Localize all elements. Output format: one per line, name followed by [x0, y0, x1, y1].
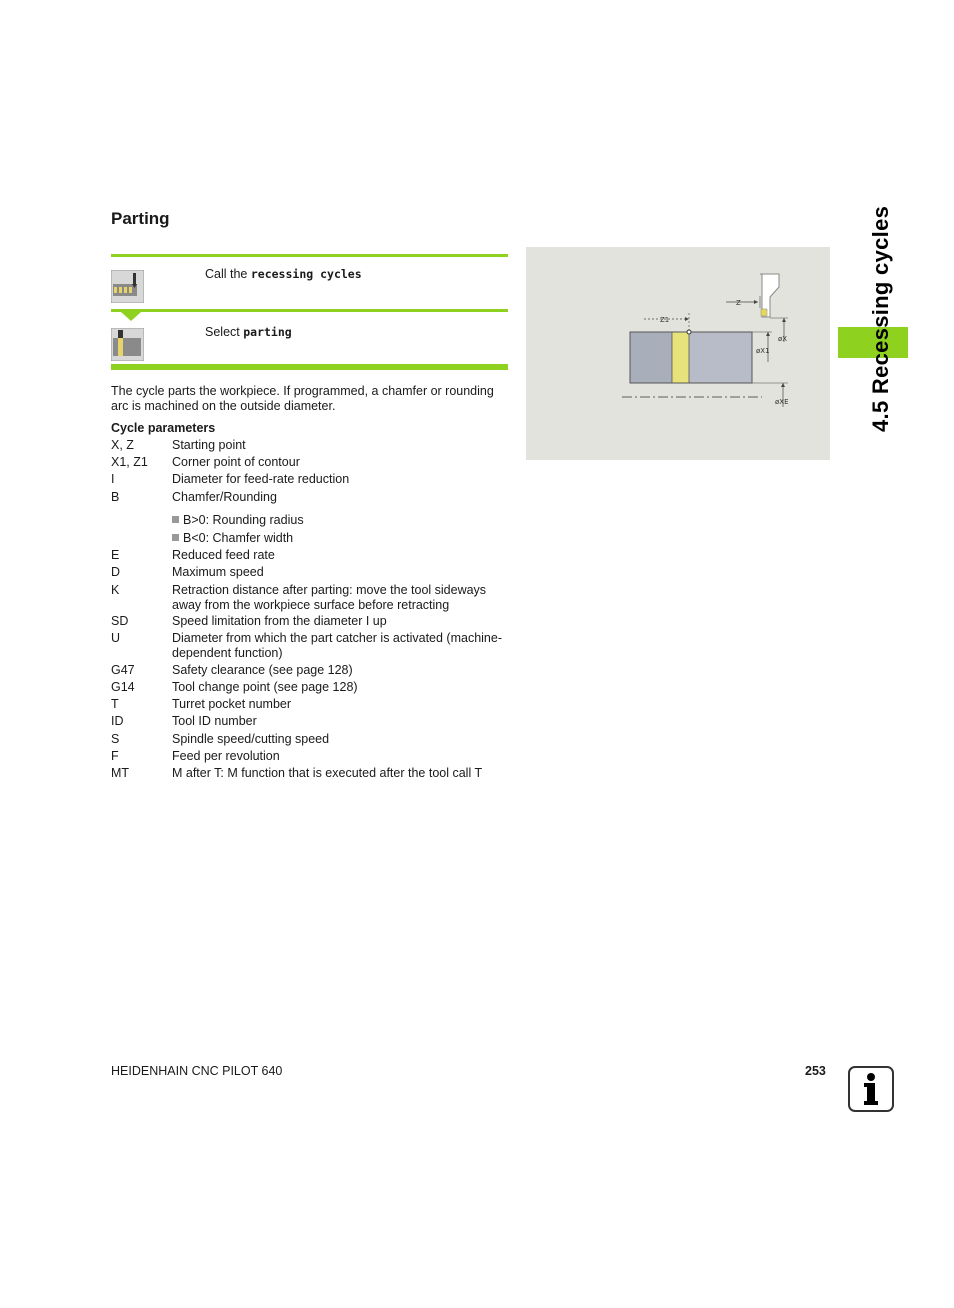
param-value: M after T: M function that is executed after the tool call T [172, 766, 483, 780]
arrow-down-icon [121, 312, 141, 321]
bullet-square-icon [172, 534, 179, 541]
param-key: G47 [111, 663, 135, 677]
param-key: MT [111, 766, 130, 780]
cycle-description: The cycle parts the workpiece. If programmed, a chamfer or rounding arc is machined on the outside diameter. [111, 384, 494, 413]
param-bullet: B>0: Rounding radius [172, 513, 512, 528]
param-key: X, Z [111, 438, 134, 452]
step-2-text: Select parting [205, 325, 292, 339]
label-x1: øX1 [756, 347, 770, 355]
step-divider [111, 254, 508, 257]
param-value: Tool ID number [172, 714, 257, 728]
param-value: Reduced feed rate [172, 548, 275, 562]
param-value: Tool change point (see page 128) [172, 680, 358, 694]
param-value: Turret pocket number [172, 697, 292, 711]
param-value: Starting point [172, 438, 246, 452]
label-z1: Z1 [660, 316, 670, 324]
param-key: U [111, 631, 121, 645]
label-z: Z [736, 299, 741, 307]
page-number: 253 [805, 1064, 826, 1078]
step-1-text: Call the recessing cycles [205, 267, 362, 281]
param-value: Feed per revolution [172, 749, 280, 763]
param-key: SD [111, 614, 129, 628]
step-list-end-bar [111, 364, 508, 370]
section-title: Parting [111, 209, 170, 228]
param-key: T [111, 697, 119, 711]
param-value: Diameter from which the part catcher is activated (machine-dependent function) [172, 631, 502, 660]
label-x: øX [778, 335, 788, 343]
param-value: Maximum speed [172, 565, 264, 579]
param-key: B [111, 490, 120, 504]
param-key: ID [111, 714, 124, 728]
param-key: K [111, 583, 120, 597]
recessing-cycles-softkey-icon [111, 270, 144, 303]
step-divider [111, 309, 508, 312]
param-key: G14 [111, 680, 135, 694]
param-key: S [111, 732, 120, 746]
param-key: X1, Z1 [111, 455, 148, 469]
param-key: E [111, 548, 120, 562]
bullet-square-icon [172, 516, 179, 523]
parting-softkey-icon [111, 328, 144, 361]
parting-diagram [526, 247, 830, 460]
param-value: Retraction distance after parting: move the tool sideways away from the workpiece surface before retracting [172, 583, 487, 612]
param-value: Corner point of contour [172, 455, 300, 469]
param-key: D [111, 565, 121, 579]
param-value: Safety clearance (see page 128) [172, 663, 353, 677]
param-value: Spindle speed/cutting speed [172, 732, 330, 746]
param-value: Chamfer/Rounding [172, 490, 277, 504]
label-xe: øXE [775, 398, 789, 406]
info-icon [848, 1066, 894, 1112]
param-key: I [111, 472, 115, 486]
chapter-title: 4.5 Recessing cycles [868, 205, 893, 432]
footer-manual-name: HEIDENHAIN CNC PILOT 640 [111, 1064, 283, 1078]
param-value: Diameter for feed-rate reduction [172, 472, 350, 486]
param-key: F [111, 749, 119, 763]
param-bullet: B<0: Chamfer width [172, 531, 512, 546]
param-value: Speed limitation from the diameter I up [172, 614, 387, 628]
params-title: Cycle parameters [111, 421, 216, 435]
